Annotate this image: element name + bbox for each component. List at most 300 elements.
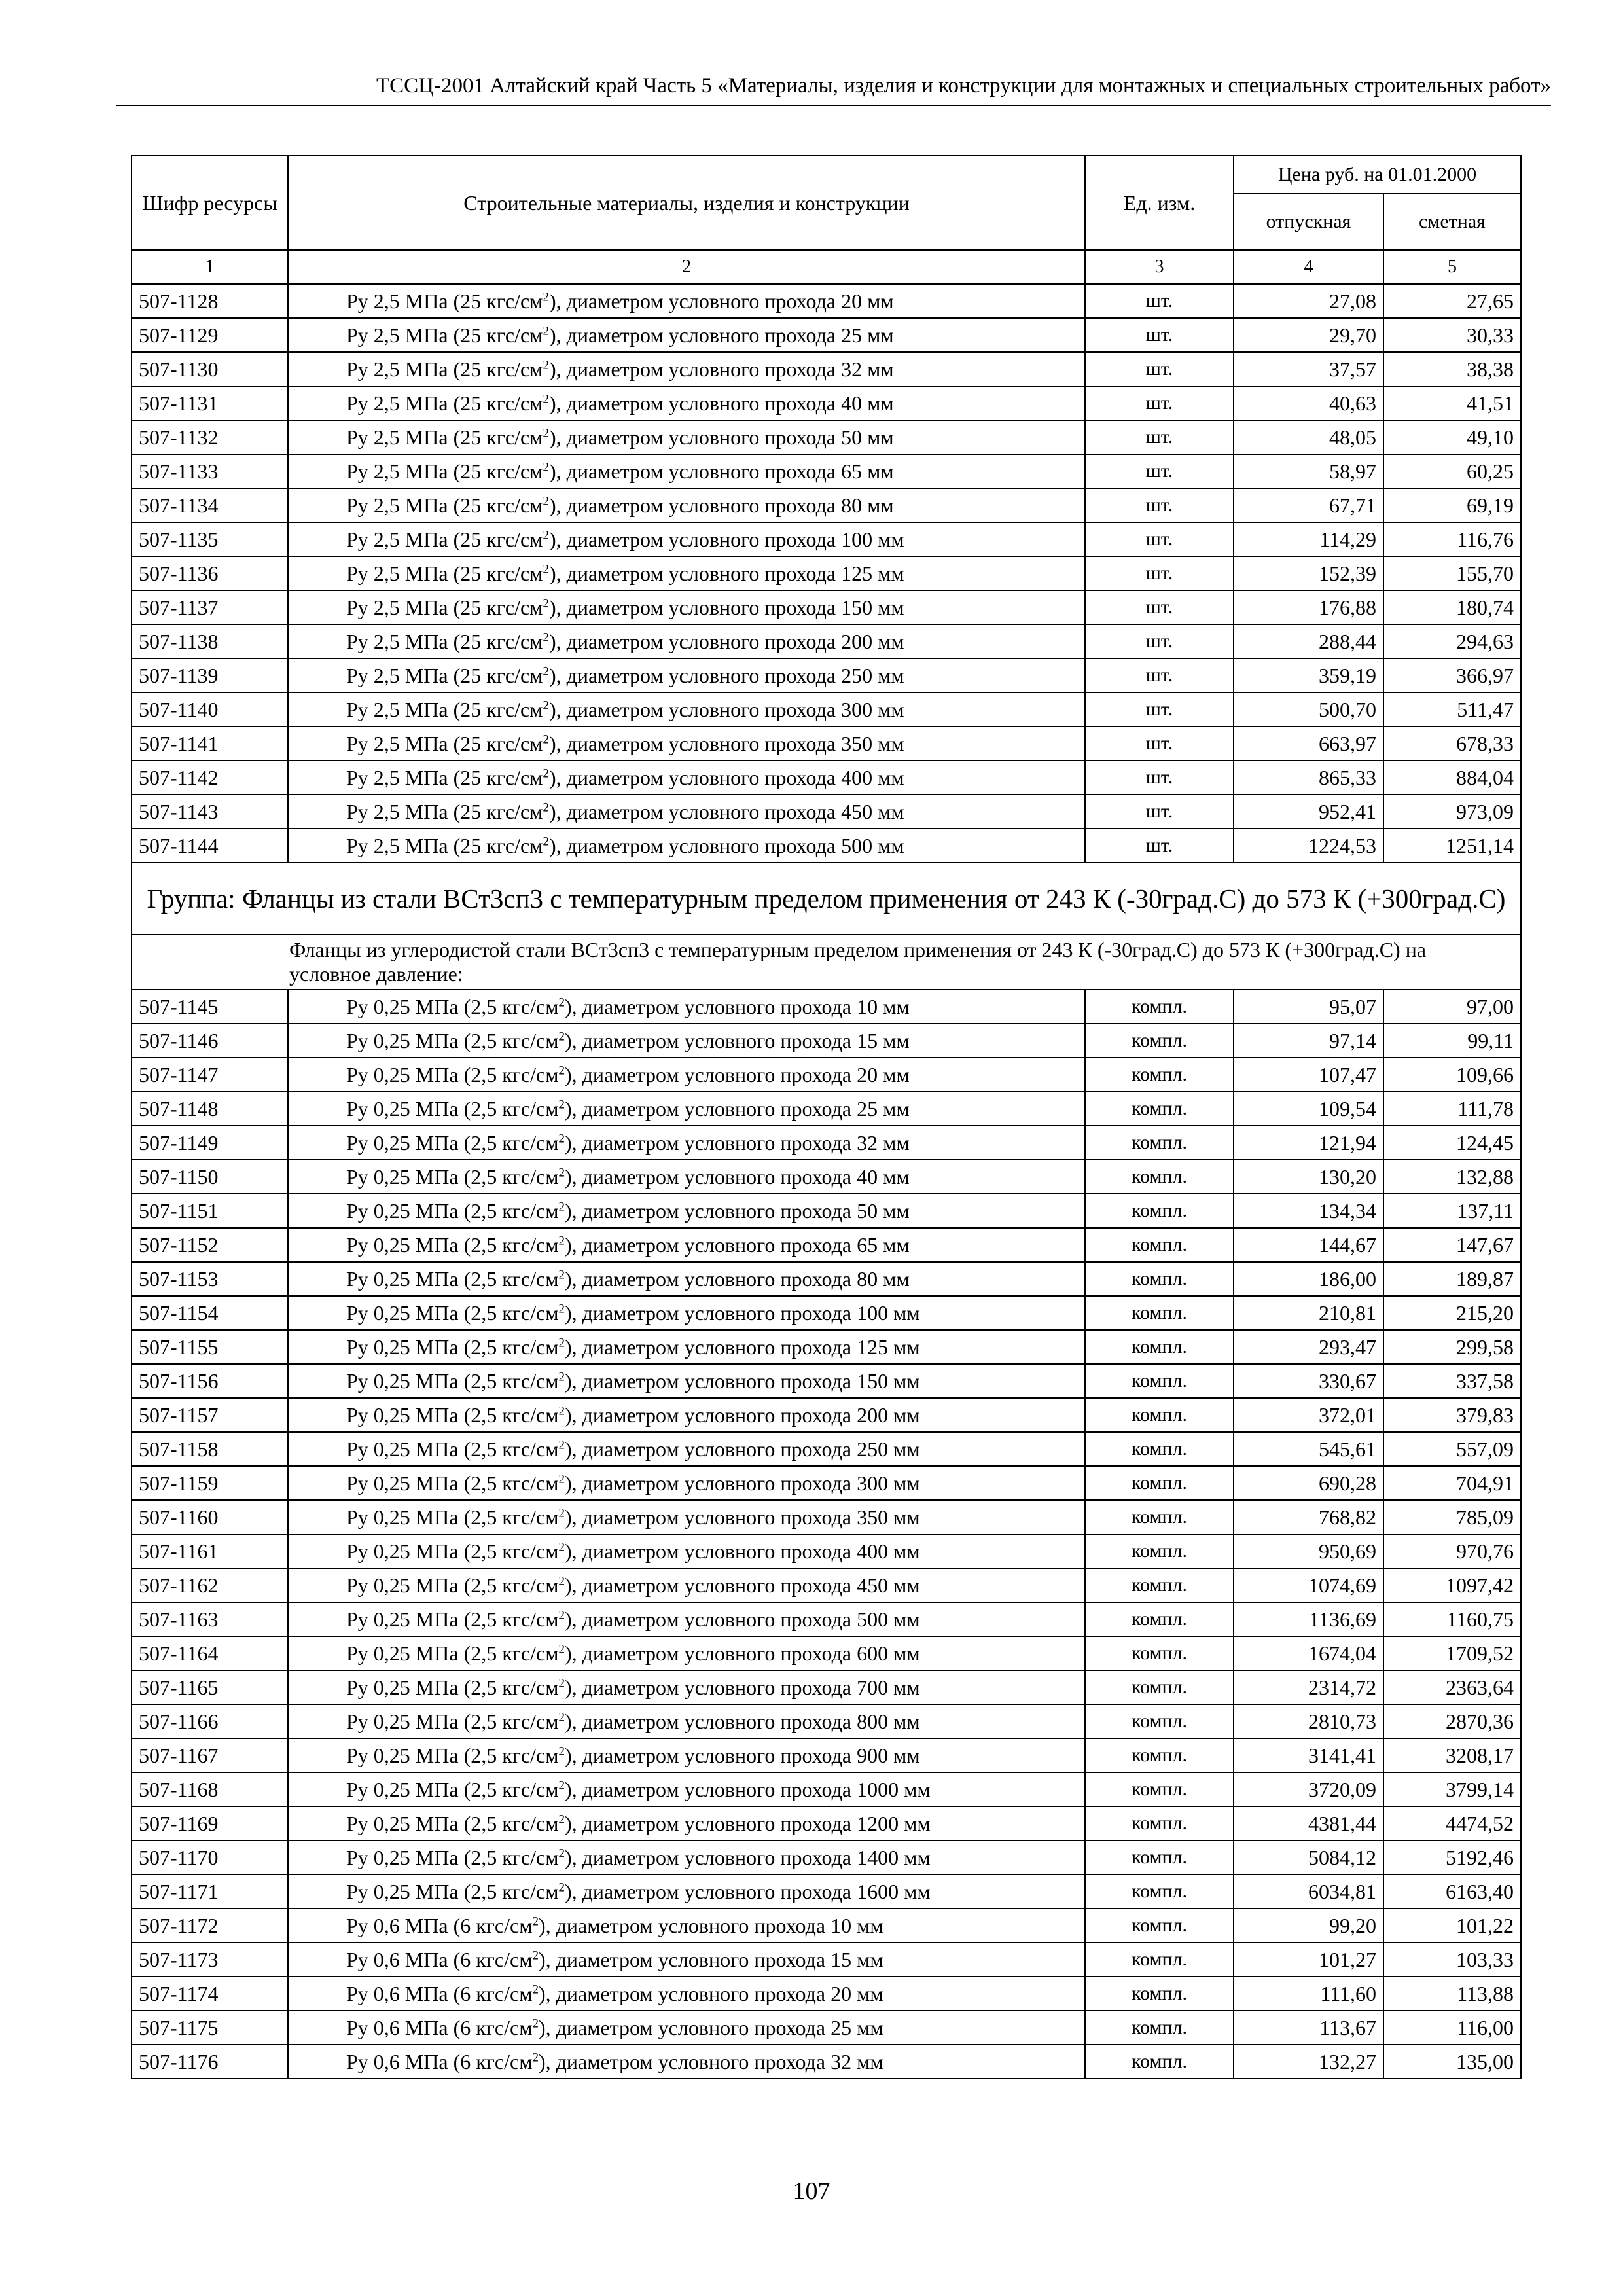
row-desc-post: ), диаметром условного прохода 65 мм — [564, 1233, 910, 1257]
row-desc-sup: 2 — [543, 392, 549, 406]
row-desc-post: ), диаметром условного прохода 200 мм — [548, 630, 904, 653]
row-estimate-price: 116,00 — [1383, 2011, 1521, 2045]
row-estimate-price: 113,88 — [1383, 1977, 1521, 2011]
row-estimate-price: 189,87 — [1383, 1262, 1521, 1296]
table-row — [132, 1364, 1521, 1398]
row-unit: компл. — [1085, 1024, 1234, 1058]
row-desc-pre: Ру 2,5 МПа (25 кгс/см — [346, 323, 543, 347]
table-row — [132, 692, 1521, 726]
price-table — [131, 155, 1522, 2079]
row-release-price: 101,27 — [1234, 1943, 1383, 1977]
row-unit: компл. — [1085, 2045, 1234, 2079]
row-code: 507-1135 — [132, 522, 288, 556]
row-unit: шт. — [1085, 556, 1234, 590]
row-desc-sup: 2 — [532, 2051, 539, 2065]
header-rule — [116, 105, 1551, 106]
table-row — [132, 1636, 1521, 1670]
group-title: Группа: Фланцы из стали ВСт3сп3 с температурным пределом применения от 243 К (-30град.С) до 573 К (+300град.С) — [132, 863, 1521, 935]
table-row — [132, 1772, 1521, 1806]
row-estimate-price: 294,63 — [1383, 624, 1521, 658]
row-desc-pre: Ру 2,5 МПа (25 кгс/см — [346, 425, 543, 449]
row-desc-sup: 2 — [558, 1710, 565, 1725]
row-code: 507-1159 — [132, 1466, 288, 1500]
row-description — [288, 590, 1085, 624]
row-estimate-price: 69,19 — [1383, 488, 1521, 522]
row-estimate-price: 215,20 — [1383, 1296, 1521, 1330]
row-desc-sup: 2 — [543, 800, 549, 815]
row-code: 507-1129 — [132, 318, 288, 352]
row-unit: компл. — [1085, 1602, 1234, 1636]
row-description — [288, 1636, 1085, 1670]
row-estimate-price: 6163,40 — [1383, 1874, 1521, 1909]
row-desc-sup: 2 — [558, 1846, 565, 1861]
row-estimate-price: 704,91 — [1383, 1466, 1521, 1500]
row-unit: компл. — [1085, 1977, 1234, 2011]
row-unit: шт. — [1085, 624, 1234, 658]
row-estimate-price: 60,25 — [1383, 454, 1521, 488]
row-release-price: 372,01 — [1234, 1398, 1383, 1432]
row-description — [288, 420, 1085, 454]
row-code: 507-1161 — [132, 1534, 288, 1568]
row-release-price: 97,14 — [1234, 1024, 1383, 1058]
table-row — [132, 1058, 1521, 1092]
row-desc-pre: Ру 0,25 МПа (2,5 кгс/см — [346, 1676, 559, 1699]
row-release-price: 6034,81 — [1234, 1874, 1383, 1909]
row-desc-post: ), диаметром условного прохода 40 мм — [564, 1165, 910, 1189]
row-release-price: 152,39 — [1234, 556, 1383, 590]
row-estimate-price: 49,10 — [1383, 420, 1521, 454]
row-desc-post: ), диаметром условного прохода 250 мм — [564, 1437, 920, 1461]
row-description — [288, 761, 1085, 795]
table-row — [132, 1228, 1521, 1262]
row-estimate-price: 180,74 — [1383, 590, 1521, 624]
row-code: 507-1176 — [132, 2045, 288, 2079]
row-desc-sup: 2 — [543, 324, 549, 338]
row-unit: компл. — [1085, 1398, 1234, 1432]
row-release-price: 176,88 — [1234, 590, 1383, 624]
row-desc-sup: 2 — [543, 528, 549, 543]
row-unit: шт. — [1085, 726, 1234, 761]
row-desc-pre: Ру 0,25 МПа (2,5 кгс/см — [346, 1369, 559, 1393]
row-desc-post: ), диаметром условного прохода 350 мм — [564, 1505, 920, 1529]
table-row — [132, 624, 1521, 658]
row-description — [288, 522, 1085, 556]
row-estimate-price: 5192,46 — [1383, 1840, 1521, 1874]
row-release-price: 663,97 — [1234, 726, 1383, 761]
row-desc-pre: Ру 0,25 МПа (2,5 кгс/см — [346, 1267, 559, 1291]
table-row — [132, 1874, 1521, 1909]
row-code: 507-1132 — [132, 420, 288, 454]
table-row — [132, 1296, 1521, 1330]
row-desc-sup: 2 — [558, 1098, 565, 1112]
row-desc-pre: Ру 0,25 МПа (2,5 кгс/см — [346, 1505, 559, 1529]
row-description — [288, 1092, 1085, 1126]
row-estimate-price: 2870,36 — [1383, 1704, 1521, 1738]
row-estimate-price: 30,33 — [1383, 318, 1521, 352]
table-row — [132, 1704, 1521, 1738]
row-desc-sup: 2 — [558, 1642, 565, 1657]
row-desc-sup: 2 — [543, 698, 549, 713]
row-unit: компл. — [1085, 1466, 1234, 1500]
table-row — [132, 522, 1521, 556]
row-unit: шт. — [1085, 284, 1234, 318]
row-release-price: 1074,69 — [1234, 1568, 1383, 1602]
row-desc-post: ), диаметром условного прохода 32 мм — [564, 1131, 910, 1155]
row-code: 507-1139 — [132, 658, 288, 692]
row-unit: компл. — [1085, 1262, 1234, 1296]
col-number-4: 4 — [1234, 250, 1383, 284]
row-desc-sup: 2 — [558, 1132, 565, 1146]
row-code: 507-1151 — [132, 1194, 288, 1228]
row-unit: шт. — [1085, 386, 1234, 420]
row-desc-sup: 2 — [558, 1812, 565, 1827]
row-release-price: 134,34 — [1234, 1194, 1383, 1228]
row-description — [288, 1296, 1085, 1330]
row-description — [288, 1330, 1085, 1364]
row-desc-post: ), диаметром условного прохода 400 мм — [548, 766, 904, 789]
row-description — [288, 1806, 1085, 1840]
row-code: 507-1148 — [132, 1092, 288, 1126]
row-desc-sup: 2 — [558, 1438, 565, 1452]
row-desc-post: ), диаметром условного прохода 125 мм — [548, 562, 904, 585]
row-desc-pre: Ру 0,25 МПа (2,5 кгс/см — [346, 995, 559, 1018]
row-desc-pre: Ру 2,5 МПа (25 кгс/см — [346, 834, 543, 857]
row-desc-post: ), диаметром условного прохода 1400 мм — [564, 1846, 931, 1869]
row-desc-sup: 2 — [532, 2017, 539, 2031]
row-description — [288, 795, 1085, 829]
row-desc-pre: Ру 0,25 МПа (2,5 кгс/см — [346, 1846, 559, 1869]
row-release-price: 330,67 — [1234, 1364, 1383, 1398]
table-row — [132, 726, 1521, 761]
table-row — [132, 556, 1521, 590]
row-desc-post: ), диаметром условного прохода 20 мм — [538, 1982, 883, 2005]
row-description — [288, 1602, 1085, 1636]
row-desc-pre: Ру 0,25 МПа (2,5 кгс/см — [346, 1165, 559, 1189]
row-description — [288, 1772, 1085, 1806]
row-release-price: 2314,72 — [1234, 1670, 1383, 1704]
table-row — [132, 1126, 1521, 1160]
row-desc-post: ), диаметром условного прохода 25 мм — [564, 1097, 910, 1121]
row-desc-pre: Ру 2,5 МПа (25 кгс/см — [346, 493, 543, 517]
row-desc-post: ), диаметром условного прохода 80 мм — [564, 1267, 910, 1291]
row-unit: компл. — [1085, 1092, 1234, 1126]
row-desc-pre: Ру 0,25 МПа (2,5 кгс/см — [346, 1097, 559, 1121]
row-release-price: 99,20 — [1234, 1909, 1383, 1943]
row-description — [288, 284, 1085, 318]
table-row — [132, 990, 1521, 1024]
row-desc-post: ), диаметром условного прохода 125 мм — [564, 1335, 920, 1359]
table-row — [132, 1806, 1521, 1840]
table-row — [132, 829, 1521, 863]
row-desc-post: ), диаметром условного прохода 20 мм — [548, 289, 894, 313]
table-row — [132, 352, 1521, 386]
row-code: 507-1147 — [132, 1058, 288, 1092]
row-desc-sup: 2 — [543, 834, 549, 849]
row-description — [288, 1977, 1085, 2011]
row-code: 507-1160 — [132, 1500, 288, 1534]
row-description — [288, 1704, 1085, 1738]
row-desc-sup: 2 — [558, 996, 565, 1010]
row-desc-post: ), диаметром условного прохода 500 мм — [548, 834, 904, 857]
row-code: 507-1133 — [132, 454, 288, 488]
row-release-price: 865,33 — [1234, 761, 1383, 795]
row-estimate-price: 366,97 — [1383, 658, 1521, 692]
row-desc-pre: Ру 0,6 МПа (6 кгс/см — [346, 2050, 533, 2073]
row-desc-pre: Ру 0,25 МПа (2,5 кгс/см — [346, 1131, 559, 1155]
row-release-price: 359,19 — [1234, 658, 1383, 692]
row-desc-post: ), диаметром условного прохода 450 мм — [564, 1573, 920, 1597]
table-row — [132, 318, 1521, 352]
row-release-price: 40,63 — [1234, 386, 1383, 420]
table-row — [132, 1466, 1521, 1500]
row-desc-sup: 2 — [543, 358, 549, 372]
row-desc-sup: 2 — [543, 630, 549, 645]
row-code: 507-1146 — [132, 1024, 288, 1058]
row-desc-sup: 2 — [558, 1166, 565, 1180]
row-description — [288, 386, 1085, 420]
row-desc-sup: 2 — [558, 1064, 565, 1078]
row-description — [288, 1534, 1085, 1568]
row-description — [288, 1840, 1085, 1874]
table-row — [132, 488, 1521, 522]
row-unit: шт. — [1085, 658, 1234, 692]
row-desc-sup: 2 — [558, 1268, 565, 1282]
row-estimate-price: 137,11 — [1383, 1194, 1521, 1228]
row-description — [288, 1126, 1085, 1160]
row-estimate-price: 3799,14 — [1383, 1772, 1521, 1806]
table-row — [132, 1670, 1521, 1704]
row-desc-sup: 2 — [558, 1404, 565, 1418]
row-desc-sup: 2 — [543, 494, 549, 509]
table-row — [132, 1092, 1521, 1126]
row-desc-sup: 2 — [558, 1234, 565, 1248]
table-row — [132, 1398, 1521, 1432]
row-desc-pre: Ру 0,25 МПа (2,5 кгс/см — [346, 1744, 559, 1767]
table-row — [132, 1500, 1521, 1534]
row-desc-pre: Ру 0,25 МПа (2,5 кгс/см — [346, 1573, 559, 1597]
row-desc-pre: Ру 0,25 МПа (2,5 кгс/см — [346, 1029, 559, 1052]
row-code: 507-1143 — [132, 795, 288, 829]
row-desc-sup: 2 — [558, 1676, 565, 1691]
row-description — [288, 2011, 1085, 2045]
row-desc-sup: 2 — [543, 732, 549, 747]
row-release-price: 58,97 — [1234, 454, 1383, 488]
row-release-price: 210,81 — [1234, 1296, 1383, 1330]
row-desc-sup: 2 — [558, 1302, 565, 1316]
table-row — [132, 590, 1521, 624]
row-description — [288, 1432, 1085, 1466]
row-unit: шт. — [1085, 761, 1234, 795]
row-desc-sup: 2 — [558, 1472, 565, 1486]
row-release-price: 950,69 — [1234, 1534, 1383, 1568]
row-release-price: 107,47 — [1234, 1058, 1383, 1092]
row-desc-sup: 2 — [532, 1982, 539, 1997]
row-desc-sup: 2 — [543, 766, 549, 781]
column-numbers-row — [132, 250, 1521, 284]
row-desc-post: ), диаметром условного прохода 10 мм — [564, 995, 910, 1018]
table-row — [132, 1160, 1521, 1194]
row-desc-post: ), диаметром условного прохода 500 мм — [564, 1607, 920, 1631]
table-row — [132, 1024, 1521, 1058]
row-desc-post: ), диаметром условного прохода 15 мм — [564, 1029, 910, 1052]
row-description — [288, 658, 1085, 692]
row-desc-pre: Ру 0,25 МПа (2,5 кгс/см — [346, 1607, 559, 1631]
subgroup-row — [132, 935, 1521, 990]
header-estimate: сметная — [1383, 194, 1521, 250]
row-description — [288, 990, 1085, 1024]
row-description — [288, 1874, 1085, 1909]
row-desc-post: ), диаметром условного прохода 15 мм — [538, 1948, 883, 1971]
row-code: 507-1169 — [132, 1806, 288, 1840]
row-description — [288, 624, 1085, 658]
row-unit: шт. — [1085, 352, 1234, 386]
row-unit: шт. — [1085, 829, 1234, 863]
row-unit: компл. — [1085, 1704, 1234, 1738]
row-estimate-price: 116,76 — [1383, 522, 1521, 556]
table-row — [132, 420, 1521, 454]
row-release-price: 1136,69 — [1234, 1602, 1383, 1636]
row-release-price: 48,05 — [1234, 420, 1383, 454]
col-number-5: 5 — [1383, 250, 1521, 284]
row-desc-post: ), диаметром условного прохода 400 мм — [564, 1539, 920, 1563]
row-desc-pre: Ру 2,5 МПа (25 кгс/см — [346, 562, 543, 585]
row-desc-pre: Ру 0,25 МПа (2,5 кгс/см — [346, 1471, 559, 1495]
row-release-price: 29,70 — [1234, 318, 1383, 352]
header-name: Строительные материалы, изделия и конструкции — [288, 156, 1085, 250]
row-estimate-price: 970,76 — [1383, 1534, 1521, 1568]
row-desc-sup: 2 — [543, 460, 549, 475]
row-code: 507-1164 — [132, 1636, 288, 1670]
row-desc-post: ), диаметром условного прохода 32 мм — [548, 357, 894, 381]
row-release-price: 293,47 — [1234, 1330, 1383, 1364]
row-desc-pre: Ру 2,5 МПа (25 кгс/см — [346, 698, 543, 721]
row-desc-post: ), диаметром условного прохода 300 мм — [548, 698, 904, 721]
row-release-price: 109,54 — [1234, 1092, 1383, 1126]
row-estimate-price: 109,66 — [1383, 1058, 1521, 1092]
table-row — [132, 1738, 1521, 1772]
row-release-price: 121,94 — [1234, 1126, 1383, 1160]
row-desc-sup: 2 — [543, 290, 549, 304]
row-desc-pre: Ру 0,25 МПа (2,5 кгс/см — [346, 1778, 559, 1801]
row-release-price: 113,67 — [1234, 2011, 1383, 2045]
row-desc-pre: Ру 0,6 МПа (6 кгс/см — [346, 1948, 533, 1971]
row-release-price: 144,67 — [1234, 1228, 1383, 1262]
row-desc-pre: Ру 0,25 МПа (2,5 кгс/см — [346, 1539, 559, 1563]
row-code: 507-1158 — [132, 1432, 288, 1466]
row-estimate-price: 38,38 — [1383, 352, 1521, 386]
table-row — [132, 1568, 1521, 1602]
row-desc-sup: 2 — [543, 664, 549, 679]
table-row — [132, 658, 1521, 692]
row-desc-post: ), диаметром условного прохода 250 мм — [548, 664, 904, 687]
row-description — [288, 1160, 1085, 1194]
page-number: 107 — [793, 2178, 830, 2205]
row-release-price: 67,71 — [1234, 488, 1383, 522]
table-row — [132, 386, 1521, 420]
row-estimate-price: 337,58 — [1383, 1364, 1521, 1398]
row-release-price: 27,08 — [1234, 284, 1383, 318]
header-code: Шифр ресурсы — [132, 156, 288, 250]
row-code: 507-1167 — [132, 1738, 288, 1772]
row-code: 507-1137 — [132, 590, 288, 624]
row-description — [288, 1500, 1085, 1534]
row-unit: компл. — [1085, 1432, 1234, 1466]
row-estimate-price: 147,67 — [1383, 1228, 1521, 1262]
row-code: 507-1131 — [132, 386, 288, 420]
row-desc-pre: Ру 2,5 МПа (25 кгс/см — [346, 732, 543, 755]
row-desc-sup: 2 — [558, 1506, 565, 1520]
row-unit: шт. — [1085, 692, 1234, 726]
row-unit: компл. — [1085, 1738, 1234, 1772]
col-number-3: 3 — [1085, 250, 1234, 284]
row-desc-post: ), диаметром условного прохода 100 мм — [564, 1301, 920, 1325]
row-code: 507-1165 — [132, 1670, 288, 1704]
row-desc-post: ), диаметром условного прохода 200 мм — [564, 1403, 920, 1427]
row-estimate-price: 124,45 — [1383, 1126, 1521, 1160]
row-release-price: 545,61 — [1234, 1432, 1383, 1466]
row-desc-pre: Ру 2,5 МПа (25 кгс/см — [346, 800, 543, 823]
group-row — [132, 863, 1521, 935]
row-desc-post: ), диаметром условного прохода 1200 мм — [564, 1812, 931, 1835]
row-estimate-price: 2363,64 — [1383, 1670, 1521, 1704]
document-header: ТССЦ-2001 Алтайский край Часть 5 «Материалы, изделия и конструкции для монтажных и специальных строительных работ» — [376, 74, 1551, 98]
row-desc-pre: Ру 0,25 МПа (2,5 кгс/см — [346, 1063, 559, 1086]
table-row — [132, 1943, 1521, 1977]
row-code: 507-1156 — [132, 1364, 288, 1398]
row-desc-post: ), диаметром условного прохода 100 мм — [548, 528, 904, 551]
row-desc-sup: 2 — [558, 1540, 565, 1554]
row-desc-post: ), диаметром условного прохода 350 мм — [548, 732, 904, 755]
row-estimate-price: 4474,52 — [1383, 1806, 1521, 1840]
row-release-price: 500,70 — [1234, 692, 1383, 726]
row-desc-pre: Ру 2,5 МПа (25 кгс/см — [346, 357, 543, 381]
row-description — [288, 1262, 1085, 1296]
row-code: 507-1153 — [132, 1262, 288, 1296]
row-description — [288, 829, 1085, 863]
col-number-1: 1 — [132, 250, 288, 284]
row-unit: компл. — [1085, 1909, 1234, 1943]
row-estimate-price: 785,09 — [1383, 1500, 1521, 1534]
row-release-price: 3720,09 — [1234, 1772, 1383, 1806]
row-description — [288, 1364, 1085, 1398]
row-unit: компл. — [1085, 1160, 1234, 1194]
row-release-price: 952,41 — [1234, 795, 1383, 829]
row-unit: компл. — [1085, 1364, 1234, 1398]
row-desc-pre: Ру 2,5 МПа (25 кгс/см — [346, 391, 543, 415]
row-desc-sup: 2 — [543, 596, 549, 611]
row-code: 507-1136 — [132, 556, 288, 590]
row-desc-post: ), диаметром условного прохода 25 мм — [538, 2016, 883, 2039]
row-code: 507-1144 — [132, 829, 288, 863]
row-desc-pre: Ру 2,5 МПа (25 кгс/см — [346, 664, 543, 687]
row-desc-post: ), диаметром условного прохода 1600 мм — [564, 1880, 931, 1903]
row-unit: компл. — [1085, 1568, 1234, 1602]
row-unit: шт. — [1085, 420, 1234, 454]
row-release-price: 37,57 — [1234, 352, 1383, 386]
row-release-price: 111,60 — [1234, 1977, 1383, 2011]
row-unit: шт. — [1085, 522, 1234, 556]
row-description — [288, 488, 1085, 522]
row-desc-pre: Ру 0,6 МПа (6 кгс/см — [346, 2016, 533, 2039]
row-code: 507-1175 — [132, 2011, 288, 2045]
row-desc-pre: Ру 2,5 МПа (25 кгс/см — [346, 596, 543, 619]
row-code: 507-1163 — [132, 1602, 288, 1636]
row-unit: компл. — [1085, 2011, 1234, 2045]
row-desc-pre: Ру 0,6 МПа (6 кгс/см — [346, 1982, 533, 2005]
row-code: 507-1142 — [132, 761, 288, 795]
row-desc-sup: 2 — [558, 1336, 565, 1350]
row-code: 507-1168 — [132, 1772, 288, 1806]
